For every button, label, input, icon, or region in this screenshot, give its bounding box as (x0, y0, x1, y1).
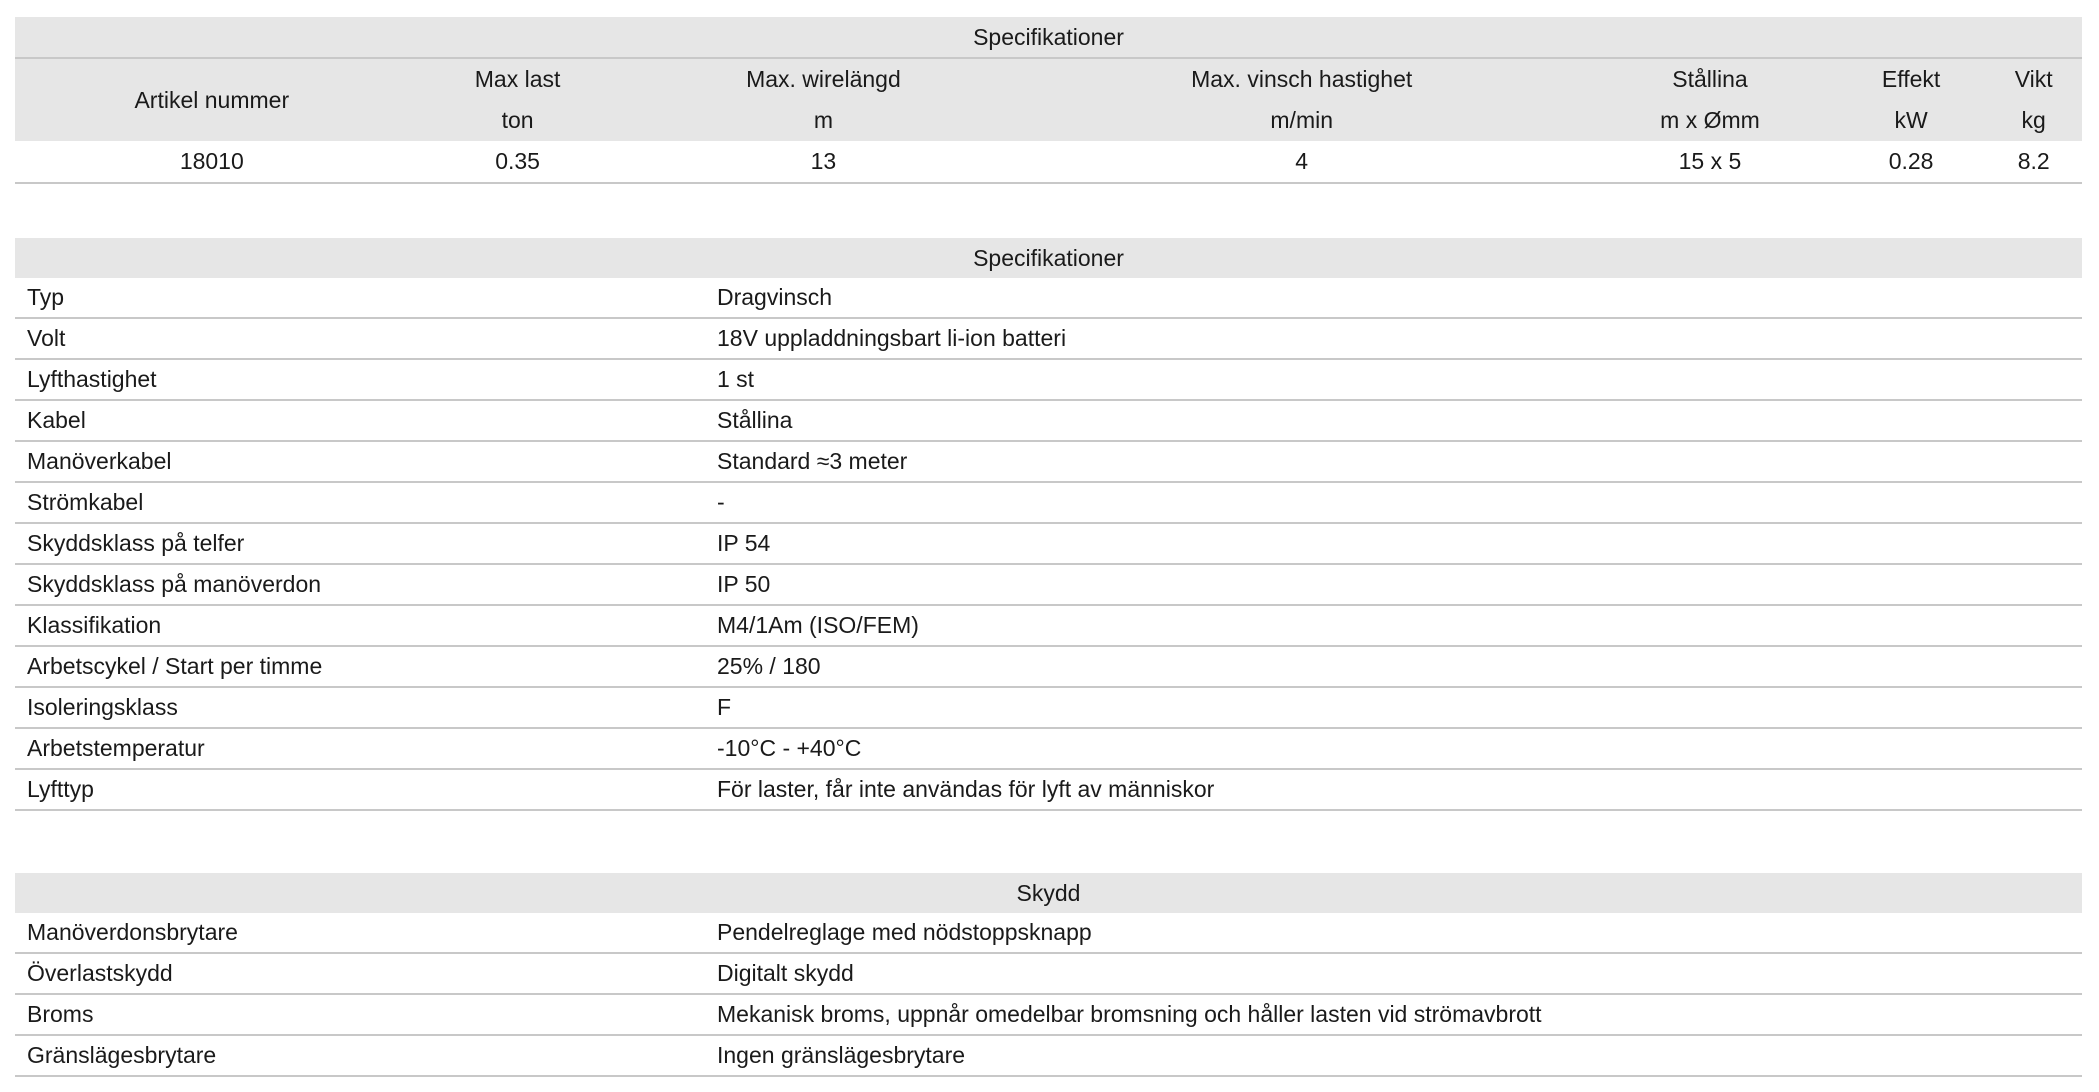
spec-detail-title: Specifikationer (973, 244, 1124, 271)
value-steel-wire: 15 x 5 (1583, 141, 1837, 183)
unit-power: kW (1894, 107, 1928, 133)
row-value: Dragvinsch (705, 278, 2082, 318)
spec-summary-title: Specifikationer (15, 17, 2082, 58)
table-row (15, 994, 2082, 1035)
row-label: Arbetscykel / Start per timme (15, 646, 705, 687)
table-row (15, 441, 2082, 482)
row-value: 18V uppladdningsbart li-ion batteri (705, 318, 2082, 359)
value-article-number: 18010 (15, 141, 409, 183)
table-row (15, 400, 2082, 441)
col-header-max-winch-speed: Max. vinsch hastighet (1191, 66, 1413, 92)
unit-max-winch-speed: m/min (1270, 107, 1334, 133)
row-value: M4/1Am (ISO/FEM) (705, 605, 2082, 646)
row-label: Lyfthastighet (15, 359, 705, 400)
unit-max-load: ton (501, 107, 534, 133)
table-row (15, 141, 2082, 183)
row-value: Ingen gränslägesbrytare (705, 1035, 2082, 1076)
col-header-power: Effekt (1881, 66, 1941, 92)
value-max-load: 0.35 (409, 141, 627, 183)
row-label: Skyddsklass på telfer (15, 523, 705, 564)
row-value: IP 54 (705, 523, 2082, 564)
unit-max-wire-length: m (813, 107, 833, 133)
row-label: Klassifikation (15, 605, 705, 646)
value-power: 0.28 (1837, 141, 1986, 183)
table-row (15, 913, 2082, 953)
row-label: Kabel (15, 400, 705, 441)
spec-summary-table (15, 17, 2082, 184)
row-label: Gränslägesbrytare (15, 1035, 705, 1076)
table-row (15, 953, 2082, 994)
col-header-weight: Vikt (2014, 66, 2053, 92)
row-value: Mekanisk broms, uppnår omedelbar bromsning och håller lasten vid strömavbrott (705, 994, 2082, 1035)
table-row (15, 523, 2082, 564)
spec-detail-table (15, 238, 2082, 811)
row-label: Broms (15, 994, 705, 1035)
table-row (15, 1035, 2082, 1076)
row-label: Manöverdonsbrytare (15, 913, 705, 953)
row-label: Lyfttyp (15, 769, 705, 810)
row-value: 25% / 180 (705, 646, 2082, 687)
col-header-max-wire-length: Max. wirelängd (746, 66, 901, 92)
row-value: - (705, 482, 2082, 523)
col-header-article-number: Artikel nummer (134, 86, 290, 113)
row-value: F (705, 687, 2082, 728)
value-max-wire-length: 13 (627, 141, 1021, 183)
table-row (15, 482, 2082, 523)
row-label: Typ (15, 278, 705, 318)
table-row (15, 646, 2082, 687)
row-value: Digitalt skydd (705, 953, 2082, 994)
table-row (15, 359, 2082, 400)
row-value: Stållina (705, 400, 2082, 441)
value-max-winch-speed: 4 (1020, 141, 1583, 183)
table-row (15, 687, 2082, 728)
row-value: 1 st (705, 359, 2082, 400)
row-label: Skyddsklass på manöverdon (15, 564, 705, 605)
protection-table (15, 873, 2082, 1077)
table-row (15, 564, 2082, 605)
row-value: IP 50 (705, 564, 2082, 605)
col-header-max-load: Max last (474, 66, 561, 92)
unit-weight: kg (2021, 107, 2046, 133)
row-value: Pendelreglage med nödstoppsknapp (705, 913, 2082, 953)
row-label: Arbetstemperatur (15, 728, 705, 769)
table-row (15, 728, 2082, 769)
row-value: Standard ≈3 meter (705, 441, 2082, 482)
value-weight: 8.2 (1985, 141, 2082, 183)
table-row (15, 769, 2082, 810)
protection-title: Skydd (1016, 879, 1081, 906)
column-header-row (15, 58, 2082, 100)
row-value: För laster, får inte användas för lyft av människor (705, 769, 2082, 810)
table-row (15, 278, 2082, 318)
row-label: Överlastskydd (15, 953, 705, 994)
row-label: Volt (15, 318, 705, 359)
table-row (15, 605, 2082, 646)
col-header-steel-wire: Stållina (1672, 66, 1748, 92)
row-label: Isoleringsklass (15, 687, 705, 728)
unit-steel-wire: m x Ømm (1660, 107, 1760, 133)
row-value: -10°C - +40°C (705, 728, 2082, 769)
row-label: Manöverkabel (15, 441, 705, 482)
table-row (15, 318, 2082, 359)
row-label: Strömkabel (15, 482, 705, 523)
